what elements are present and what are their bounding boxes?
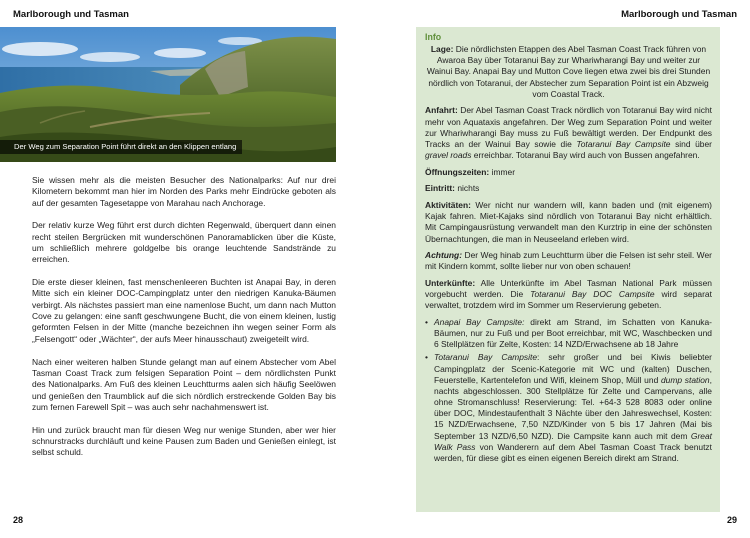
info-emphasis: Totaranui Bay DOC Campsite xyxy=(530,289,655,300)
paragraph: Nach einer weiteren halben Stunde gelangt man auf einem Abstecher vom Abel Tasman Coast Track zum felsigen Separation Point – dem nördlichsten Punkt des Nationalparks. Am Fuß des kleinen Leuchtturms aalen sich häufig Seelöwen und genießen den Traumblick auf die sich nördlich erstreckende Golden Bay bis zum fernen Farewell Spit – was auch sehr nachahmenswert ist. xyxy=(32,356,336,412)
info-text: sind über xyxy=(675,138,712,149)
info-box xyxy=(416,27,720,512)
info-emphasis: dump station xyxy=(660,374,710,385)
info-anfahrt xyxy=(425,105,712,161)
photo-caption: Der Weg zum Separation Point führt direkt an den Klippen entlang xyxy=(0,140,242,154)
info-label: Anfahrt: xyxy=(425,105,458,116)
info-text: Die nördlichsten Etappen des Abel Tasman Coast Track führen von Awaroa Bay über Totaranui Bay zur Whariwharangi Bay und weiter zur Wainui Bay. Anapai Bay und Mutton Cove liegen etwa zwei bis drei Stunden nördlich von Totaranui, der Abstecher zum Separation Point ist ein Abzweig vom Coastal Track. xyxy=(426,44,711,99)
right-page xyxy=(375,0,750,538)
info-emphasis: Totaranui Bay Campsite xyxy=(434,352,538,363)
info-lage xyxy=(425,44,712,100)
running-head-left: Marlborough und Tasman xyxy=(13,9,129,20)
info-text: immer xyxy=(491,166,516,177)
page-number-left: 28 xyxy=(13,515,24,525)
info-eintritt xyxy=(425,183,712,194)
paragraph: Der relativ kurze Weg führt erst durch dichten Regenwald, überquert dann einen recht steilen Bergrücken mit wunderschönen Panoramablicken über die Küste, um schließlich mehrere goldgelbe bis orange leuchtende Sandstrände zu erreichen. xyxy=(32,220,336,265)
info-text: , nachts abgeschlossen. 300 Stellplätze für Zelte und Campervans, alle ohne Stromanschluss! Reservierung: Tel. +64-3 528 8083 oder online über DOC, Mindestaufenthalt 3 Nächte über den Jahreswechsel, Kosten: 15 NZD/Erwachsene, 7,50 NZD/Kinder von 5 bis 17 Jahren (Mai bis September 13 NZD/6,50 NZD). Die Campsite kann auch mit dem xyxy=(434,374,712,441)
info-text: direkt am Strand, im Schatten von Kanuka-Bäumen, nur zu Fuß und per Boot erreichbar, mit WC, Waschbecken und 6 Stellplätzen für Zelte, Kosten: 14 NZD/Erwachsene ab 18 Jahre xyxy=(434,316,712,350)
page-number-right: 29 xyxy=(726,515,737,525)
info-label: Aktivitäten: xyxy=(425,200,471,211)
paragraph: Hin und zurück braucht man für diesen Weg nur wenige Stunden, aber wer hier schnurstracks durchläuft und keine Pausen zum Baden und Genießen einlegt, ist selbst schuld. xyxy=(32,424,336,458)
list-item xyxy=(425,352,712,464)
info-text: von Wanderern auf dem Abel Tasman Coast Track benutzt werden, für diese gibt es einen eigenen Bereich direkt am Strand. xyxy=(434,441,712,463)
info-text: nichts xyxy=(457,183,480,194)
info-label: Achtung: xyxy=(425,250,463,261)
info-text: Alle Unterkünfte im Abel Tasman National Park müssen vorgebucht werden. Die xyxy=(425,277,712,300)
info-achtung xyxy=(425,250,712,272)
info-emphasis: gravel roads xyxy=(425,150,472,161)
paragraph: Die erste dieser kleinen, fast menschenleeren Buchten ist Anapai Bay, in deren Mitte sich ein kleiner DOC-Campingplatz unter den niedrigen Kanuka-Bäumen verbirgt. Als nächstes passiert man eine namenlose Bucht, um dann nach Mutton Cove zu gelangen: eine sanft geschwungene Bucht, die von einem kleinen, lustig geformten Felsen in der Mitte (manche bezeichnen ihn wegen seiner Form als „Felsengott“ oder „Wächter“, der aufs Meer hinausschaut) zweigeteilt wird. xyxy=(32,277,336,344)
running-head-right: Marlborough und Tasman xyxy=(621,9,737,20)
info-aktivitaeten xyxy=(425,200,712,245)
info-label: Eintritt: xyxy=(425,183,455,194)
info-emphasis: Anapai Bay Campsite: xyxy=(434,316,525,327)
info-text: Der Weg hinab zum Leuchtturm über die Felsen ist sehr steil. Wer mit Kindern kommt, sollte lieber nur von oben schauen! xyxy=(425,250,712,272)
info-oeffnungszeiten xyxy=(425,167,712,178)
info-label: Unterkünfte: xyxy=(425,277,476,288)
info-label: Lage: xyxy=(430,44,454,55)
paragraph: Sie wissen mehr als die meisten Besucher des Nationalparks: Auf nur drei Kilometern bekommt man hier im Norden des Parks mehr Eindrücke geboten als auf der gesamten Tagesetappe von Marahau nach Anchorage. xyxy=(32,175,336,208)
info-emphasis: Totaranui Bay Campsite xyxy=(576,138,671,149)
info-box-title: Info xyxy=(425,32,442,42)
info-text: wird separat verwaltet, trotzdem wird im Sommer um Reservierung gebeten. xyxy=(425,289,712,311)
info-emphasis: Great Walk Pass xyxy=(434,430,712,452)
body-text xyxy=(32,175,336,470)
info-text: Wer nicht nur wandern will, kann baden und (mit eigenem) Kajak fahren. Miet-Kajaks sind nördlich von Totaranui Bay nicht erhältlich. Mit Campingausrüstung verwandelt man den Kurztrip in eine der schönsten Übernachtungen, die man in Neuseeland erleben wird. xyxy=(425,200,712,244)
info-text: : sehr großer und bei Kiwis beliebter Campingplatz der Scenic-Kategorie mit WC und (kalten) Duschen, Feuerstelle, Kartentelefon und Wifi, kleinem Shop, Müll und xyxy=(434,352,712,385)
info-text: erreichbar. Totaranui Bay wird auch von Bussen angefahren. xyxy=(473,150,700,161)
info-text: Der Abel Tasman Coast Track nördlich von Totaranui Bay wird nicht mehr von Aquataxis angefahren. Der Weg zum Separation Point und weiter zur Whariwharangi Bay muss zu Fuß bewältigt werden. Der Endpunkt des Tracks an der Wainui Bay sowie die xyxy=(425,105,712,149)
accommodation-list xyxy=(425,317,712,464)
info-unterkuenfte xyxy=(425,278,712,311)
info-label: Öffnungszeiten: xyxy=(425,166,490,177)
list-item xyxy=(425,317,712,350)
